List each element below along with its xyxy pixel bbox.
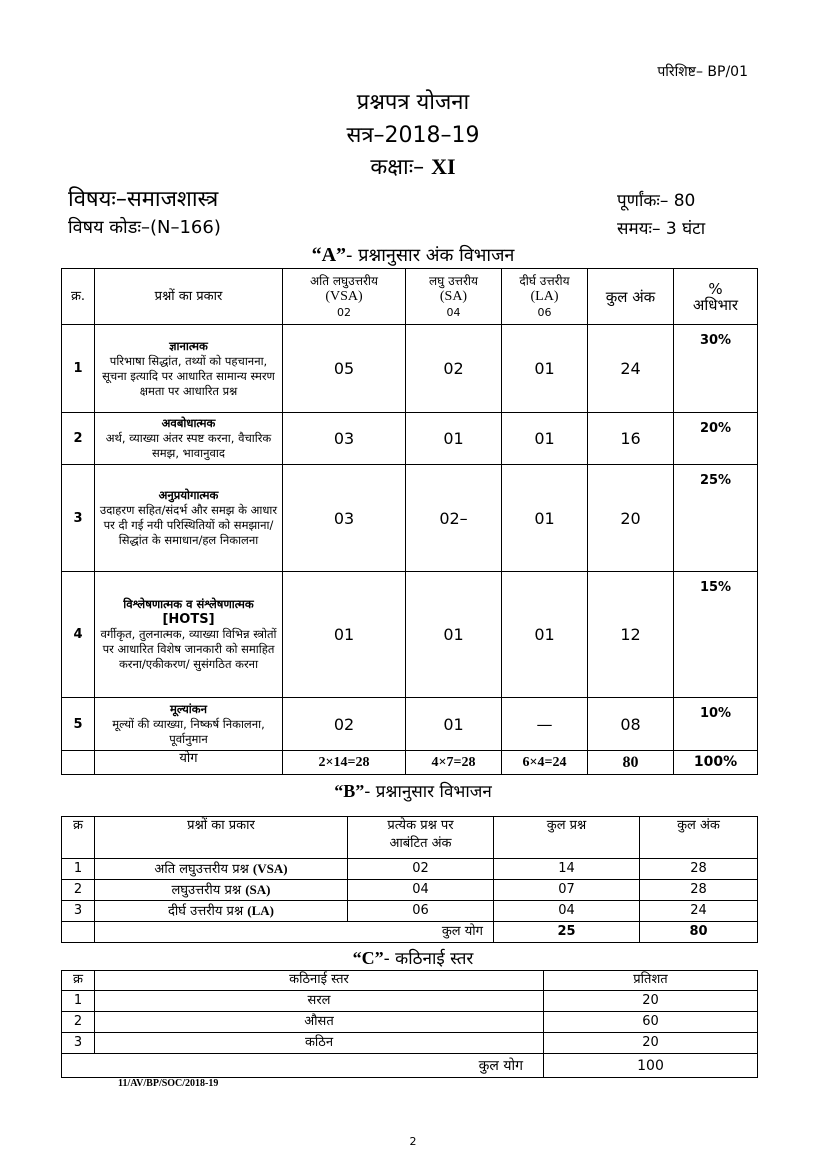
total-vsa: 2×14=28 <box>283 751 406 775</box>
total-marks: 80 <box>588 751 674 775</box>
b-row-sno: 3 <box>62 901 95 922</box>
table-row <box>62 901 758 922</box>
row-vsa: 03 <box>283 413 406 465</box>
header-sa-label: लघु उत्तरीय <box>429 273 478 288</box>
row-type <box>95 413 283 465</box>
session: सत्र–2018–19 <box>346 123 480 148</box>
section-a-mark: “A” <box>311 244 347 266</box>
row-type-desc: मूल्यों की व्याख्या, निष्कर्ष निकालना, पूर्वानुमान <box>112 716 265 746</box>
c-total-label: कुल योग <box>95 1054 544 1078</box>
table-c-header-row <box>62 971 758 991</box>
class-value: XI <box>431 154 456 179</box>
b-header-count: कुल प्रश्न <box>494 817 640 859</box>
c-row-sno: 1 <box>62 991 95 1012</box>
header-sa-code: (SA) <box>439 288 468 304</box>
row-type-title: ज्ञानात्मक <box>169 338 208 353</box>
total-la: 6×4=24 <box>502 751 588 775</box>
header-pct-sign: % <box>708 279 723 298</box>
c-header-level: कठिनाई स्तर <box>95 971 544 991</box>
row-la: 01 <box>502 413 588 465</box>
b-row-type-code: (SA) <box>245 881 271 897</box>
row-pct: 30% <box>674 325 758 413</box>
header-vsa <box>283 269 406 325</box>
b-row-sno: 2 <box>62 880 95 901</box>
difficulty-level-table <box>61 970 758 1078</box>
b-header-marks-line1: प्रत्येक प्रश्न पर <box>387 818 454 833</box>
section-c-heading <box>0 946 826 969</box>
b-row-marks: 02 <box>348 859 494 880</box>
b-header-marks-line2: आबंटित अंक <box>389 836 452 851</box>
b-total-count: 25 <box>494 922 640 943</box>
table-row <box>62 991 758 1012</box>
row-type-title: मूल्यांकन <box>170 701 207 716</box>
row-type <box>95 325 283 413</box>
marks-distribution-table <box>61 268 758 775</box>
row-vsa: 05 <box>283 325 406 413</box>
c-row-pct: 20 <box>544 991 758 1012</box>
header-la-label: दीर्घ उत्तरीय <box>519 273 570 288</box>
b-row-type-label: अति लघुउत्तरीय प्रश्न <box>154 861 249 877</box>
row-sa: 02 <box>406 325 502 413</box>
b-header-sno: क्र <box>62 817 95 859</box>
table-row <box>62 859 758 880</box>
row-vsa: 03 <box>283 465 406 572</box>
c-row-pct: 60 <box>544 1012 758 1033</box>
row-sno: 1 <box>62 325 95 413</box>
full-marks: पूर्णांकः– 80 <box>617 191 696 211</box>
row-la: 01 <box>502 465 588 572</box>
b-row-type <box>95 901 348 922</box>
section-b-heading <box>0 779 826 802</box>
b-row-type-code: (LA) <box>247 902 274 918</box>
b-row-type-code: (VSA) <box>252 860 288 876</box>
header-sa <box>406 269 502 325</box>
row-type-title: अवबोधात्मक <box>161 416 216 430</box>
c-row-sno: 3 <box>62 1033 95 1054</box>
row-type-title: अनुप्रयोगात्मक <box>158 488 219 502</box>
b-row-count: 07 <box>494 880 640 901</box>
row-total: 08 <box>588 698 674 751</box>
section-a-heading <box>0 243 826 267</box>
row-total: 24 <box>588 325 674 413</box>
header-sno: क्र. <box>62 269 95 325</box>
b-row-type-label: लघुउत्तरीय प्रश्न <box>171 882 242 898</box>
section-b-mark: “B” <box>334 781 365 801</box>
subject: विषयः–समाजशास्त्र <box>68 187 219 212</box>
c-header-pct: प्रतिशत <box>544 971 758 991</box>
table-row <box>62 572 758 698</box>
row-pct: 20% <box>674 413 758 465</box>
row-sa: 01 <box>406 698 502 751</box>
header-vsa-label: अति लघुउत्तरीय <box>309 273 378 288</box>
header-sa-marks: 04 <box>446 305 461 319</box>
b-total-marks: 80 <box>640 922 758 943</box>
c-row-level: औसत <box>95 1012 544 1033</box>
header-type: प्रश्नों का प्रकार <box>95 269 283 325</box>
b-header-marks <box>348 817 494 859</box>
table-row <box>62 1033 758 1054</box>
header-total: कुल अंक <box>588 269 674 325</box>
row-sno: 5 <box>62 698 95 751</box>
row-la: 01 <box>502 572 588 698</box>
b-header-type: प्रश्नों का प्रकार <box>95 817 348 859</box>
row-sa: 02– <box>406 465 502 572</box>
header-la <box>502 269 588 325</box>
table-row <box>62 880 758 901</box>
b-row-total: 28 <box>640 880 758 901</box>
b-row-type <box>95 859 348 880</box>
section-a-title: - प्रश्नानुसार अंक विभाजन <box>346 245 515 266</box>
table-row <box>62 413 758 465</box>
section-c-mark: “C” <box>352 948 384 968</box>
c-row-sno: 2 <box>62 1012 95 1033</box>
row-total: 20 <box>588 465 674 572</box>
row-total: 12 <box>588 572 674 698</box>
footer-code: 11/AV/BP/SOC/2018-19 <box>118 1078 219 1089</box>
b-total-label: कुल योग <box>348 922 494 943</box>
row-sa: 01 <box>406 413 502 465</box>
header-vsa-code: (VSA) <box>325 288 363 304</box>
row-pct: 10% <box>674 698 758 751</box>
question-distribution-table <box>61 816 758 943</box>
b-row-type-label: दीर्घ उत्तरीय प्रश्न <box>168 903 244 919</box>
row-vsa: 02 <box>283 698 406 751</box>
subject-code: विषय कोडः–(N–166) <box>68 217 221 238</box>
c-row-level: सरल <box>95 991 544 1012</box>
total-sa: 4×7=28 <box>406 751 502 775</box>
b-row-total: 24 <box>640 901 758 922</box>
table-a-total-row <box>62 751 758 775</box>
row-type-title: विश्लेषणात्मक व संश्लेषणात्मक <box>123 597 254 611</box>
header-pct-label: अधिभार <box>692 295 739 314</box>
b-row-count: 14 <box>494 859 640 880</box>
b-row-total: 28 <box>640 859 758 880</box>
header-la-marks: 06 <box>537 305 552 319</box>
row-type <box>95 572 283 698</box>
row-type <box>95 698 283 751</box>
table-row <box>62 325 758 413</box>
table-c-total-row <box>62 1054 758 1078</box>
table-row <box>62 698 758 751</box>
page-number: 2 <box>409 1135 417 1148</box>
total-label: योग <box>95 751 283 775</box>
page-title: प्रश्नपत्र योजना <box>356 90 470 115</box>
header-la-code: (LA) <box>530 288 559 304</box>
header-weightage <box>674 269 758 325</box>
row-type <box>95 465 283 572</box>
table-row <box>62 465 758 572</box>
row-sno: 2 <box>62 413 95 465</box>
row-sno: 3 <box>62 465 95 572</box>
b-row-marks: 04 <box>348 880 494 901</box>
header-vsa-marks: 02 <box>337 305 351 319</box>
b-row-type <box>95 880 348 901</box>
appendix-ref: परिशिष्ट– BP/01 <box>657 64 748 80</box>
table-b-header-row <box>62 817 758 859</box>
row-type-desc: उदाहरण सहित/संदर्भ और समझ के आधार पर दी गई नयी परिस्थितियों को समझाना/सिद्धांत के समाधान/हल निकालना <box>99 503 278 547</box>
table-b-total-row <box>62 922 758 943</box>
row-la: — <box>502 698 588 751</box>
b-row-marks: 06 <box>348 901 494 922</box>
total-pct: 100% <box>674 751 758 775</box>
b-row-sno: 1 <box>62 859 95 880</box>
row-sno: 4 <box>62 572 95 698</box>
row-la: 01 <box>502 325 588 413</box>
row-type-desc: परिभाषा सिद्धांत, तथ्यों को पहचानना, सूचना इत्यादि पर आधारित सामान्य स्मरण क्षमता पर आधारित प्रश्न <box>102 353 275 398</box>
class-line <box>0 151 826 181</box>
row-type-desc: वर्गीकृत, तुलनात्मक, व्याख्या विभिन्न स्त्रोतों पर आधारित विशेष जानकारी को समाहित करना/एकीकरण/ सुसंगठित करना <box>100 627 277 671</box>
section-c-title: - कठिनाई स्तर <box>383 949 474 969</box>
row-vsa: 01 <box>283 572 406 698</box>
c-row-pct: 20 <box>544 1033 758 1054</box>
table-row <box>62 1012 758 1033</box>
b-header-total: कुल अंक <box>640 817 758 859</box>
row-total: 16 <box>588 413 674 465</box>
row-pct: 15% <box>674 572 758 698</box>
b-row-count: 04 <box>494 901 640 922</box>
exam-time: समयः– 3 घंटा <box>617 219 706 239</box>
section-b-title: - प्रश्नानुसार विभाजन <box>364 782 492 802</box>
class-label: कक्षाः– <box>370 155 425 180</box>
row-pct: 25% <box>674 465 758 572</box>
row-type-extra: [HOTS] <box>162 612 215 627</box>
row-type-desc: अर्थ, व्याख्या अंतर स्पष्ट करना, वैचारिक समझ, भावानुवाद <box>105 431 272 460</box>
row-sa: 01 <box>406 572 502 698</box>
c-header-sno: क्र <box>62 971 95 991</box>
table-a-header-row <box>62 269 758 325</box>
c-total-pct: 100 <box>544 1054 758 1078</box>
c-row-level: कठिन <box>95 1033 544 1054</box>
